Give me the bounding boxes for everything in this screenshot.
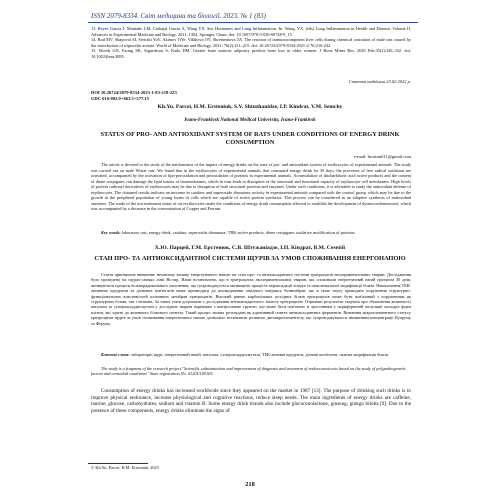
keywords-label: Ключові слова:: [101, 352, 130, 357]
reference-item: 13. Reyes García J, Montaño LM, Carbajal García A, Wang YX. Sex Hormones and Lung Inflammation. In: Wang, YX. (eds) Lung Inflammation in Health and Disease, Volume II. Advances in Experimental Medicine and Biology. 2021; 1304. Springer, Cham. doi: 10.1007/978-3-030-68748-9_15.: [91, 26, 411, 37]
keywords-text: laboratory rats, energy drink, catalase, superoxide dismutase, TBK-active products, diene conjugates oxidative modification of proteins.: [121, 230, 356, 235]
study-note: The study is a fragment of the research project "Scientific substantiation and improvement of diagnosis and treatment of endoecotoxicosis based on the study of polypathogenetic factors and comorbid conditions" State registration No. 0120U105165.: [91, 366, 406, 377]
copyright-line: © Kh.Yu. Parcei, H.M. Ersteniuk, 2023: [91, 465, 159, 470]
keywords-label: Key words:: [101, 230, 121, 235]
article-title-en: STATUS OF PRO- AND ANTIOXIDANT SYSTEM OF RATS UNDER CONDITIONS OF ENERGY DRINK CONSUMPTION: [100, 131, 400, 146]
received-date: Стаття надійшла 23.02.2022 р.: [348, 79, 411, 84]
abstract-en: The article is devoted to the study of the mechanisms of the impact of energy drinks on the state of pro- and antioxidant system of erythrocytes of experimental animals. The study was carried out on male Wistar rats. We found that in the erythrocytes of experimental animals that consumed energy drink for 30 days, the processes of free radical oxidation are activated, accompanied by the activation of lipo-peroxidation and peroxidation of proteins in experimental animals. Accumulation of thiobarbituric acid active products and the content of diene conjugates can damage the lipid matrix of biomembranes, which in turn leads to disruption of the structural and functional capacity of erythrocyte cell membranes. High levels of protein carbonyl derivatives of erythrocytes may be due to disruption of both structural proteins and enzymes. Under such conditions, it is advisable to study the antioxidant defense of erythrocytes. The obtained results indicate an increase in catalase and superoxide dismutase activity in experimental animals compared with the control group, which may be due to the growth in the peripheral population of young forms of cells which are capable of active protein synthesis. This process can be considered as an adaptive synthesis of antioxidant enzymes. The study of the microelement status of rat erythrocytes under the conditions of energy drink consumption allowed to establish the development of dysmicroelementosis, which was accompanied by a decrease in the concentration of Copper and Ferrum.: [91, 162, 411, 211]
journal-header: ISSN 2079-8334. Світ медицини та біології. 2023. № 1 (83): [91, 12, 266, 20]
udc-line: UDC 616-092.9+663.5+577.15: [91, 96, 150, 101]
reference-item: 15. Woods GN, Ewing SK, Sigurdsson S, Kado DM. Greater bone marrow adiposity predicts bone loss in older women. J Bone Miner Res. 2020 Feb;35(2):326–332. doi: 10.1002/jbmr.3895.: [91, 48, 411, 59]
authors-en: Kh.Yu. Parcei, H.M. Ersteniuk, S.V. Shtuzhanidze, I.P. Kindrat, V.M. Semchy: [157, 104, 343, 110]
abstract-ua: Стаття присвячена вивченню механізму впливу енергетичного напою на стан про- та антиоксидантної системи еритроцитів експериментальних тварин. Дослідження було проведено на щурах-самцях лінії Вістар. Нами встановлено, що в еритроцитах експериментальних тварин, які споживали енергетичний напій протягом 30 днів, активуються процеси вільнорадикального окиснення, що супроводжується активацією процесів пероксидації ліпідів та окислювальної модифікації білків. Накопичення ТБК-активних продуктів та дієнових кон'югатів може призводити до пошкодження ліпідного матриксу біомембран, що в свою чергу приводить порушення структурно-функціональних властивостей клітинних мембран еритроцитів. Високий рівень карбонільних похідних білків еритроцитів може бути пов'язаний з порушенням як структурних білків, так і ензимів. За таких умов доцільним є дослідження антиоксидантного захисту еритроцитів. Отримані результати свідчать про збільшення активності каталази та супероксиддисмутази у дослідних тварин порівняно з контрольною групою, що може бути пов'язано зі зростанням у периферичній популяції молодих форм клітин, які здатні до активного білкового синтезу. Такий процес можна розглядати як адаптивний синтез антиоксидантних ферментів. Вивчення мікроелементного статусу еритроцитів щурів за умов споживання енергетичного напою дозволило встановити розвиток дисмікроелементозу, що супроводжувалося зниженням концентрації Купруму та Феруму.: [91, 272, 411, 326]
reference-list: [91, 26, 411, 59]
article-title-ua: СТАН ПРО- ТА АНТИОКСИДАНТНОЇ СИСТЕМИ ЩУРІВ ЗА УМОВ СПОЖИВАННЯ ЕНЕРГОНАПОЮ: [94, 255, 406, 262]
affiliation-en: Ivano-Frankivsk National Medical University, Ivano-Frankivsk: [184, 118, 316, 123]
article-identifiers: [91, 90, 177, 102]
page-number: 218: [245, 481, 255, 488]
keywords-text: лабораторні щурі, енергетичний напій, каталаза, супероксиддисмутаза, ТБК-активні продукти, дієнові кон'югати, окисна модифікація білків.: [130, 352, 389, 357]
body-paragraph: Consumption of energy drinks has increased worldwide since they appeared on the market in 1987 [13]. The purpose of drinking such drinks is to improve physical endurance, increase physiological and cognitive reactions, reduce sleep needs. The main ingredients of energy drinks are caffeine, taurine, glucose, carbohydrates, sodium and vitamin B. Some energy drink brands also include glucuronolactone, ginseng, ginkgo biloba [9]. Due to the presence of these components, energy drinks eliminate the signs of: [91, 388, 411, 414]
contact-email: e-mail: hrostun611@gmail.com: [353, 154, 411, 159]
keywords-ua: [91, 352, 411, 357]
keywords-en: [91, 230, 411, 236]
reference-item: 14. Rud MV, Shapoval SI, Sivirski YuV, Akimov OYe, Vilkhova OV, Skrementova TA. The reaction of immunocompetent liver cells during chemical castration of male rats caused by the introduction of triptorelin acetate. World of Medicine and Biology. 2021; 76(2):211–215. doi: 10.26724/2079-8334-2021-2-76-216-242.: [91, 37, 411, 48]
doi-line: DOI 10.26724/2079-8334-2023-1-83-218-223: [91, 90, 177, 95]
footer-divider: [88, 463, 148, 464]
authors-ua: Х.Ю. Парцей, Г.М. Ерстенюк, С.В. Штужаніадзе, І.П. Кіндрат, В.М. Семчій: [154, 245, 346, 251]
header-divider: [88, 22, 418, 23]
